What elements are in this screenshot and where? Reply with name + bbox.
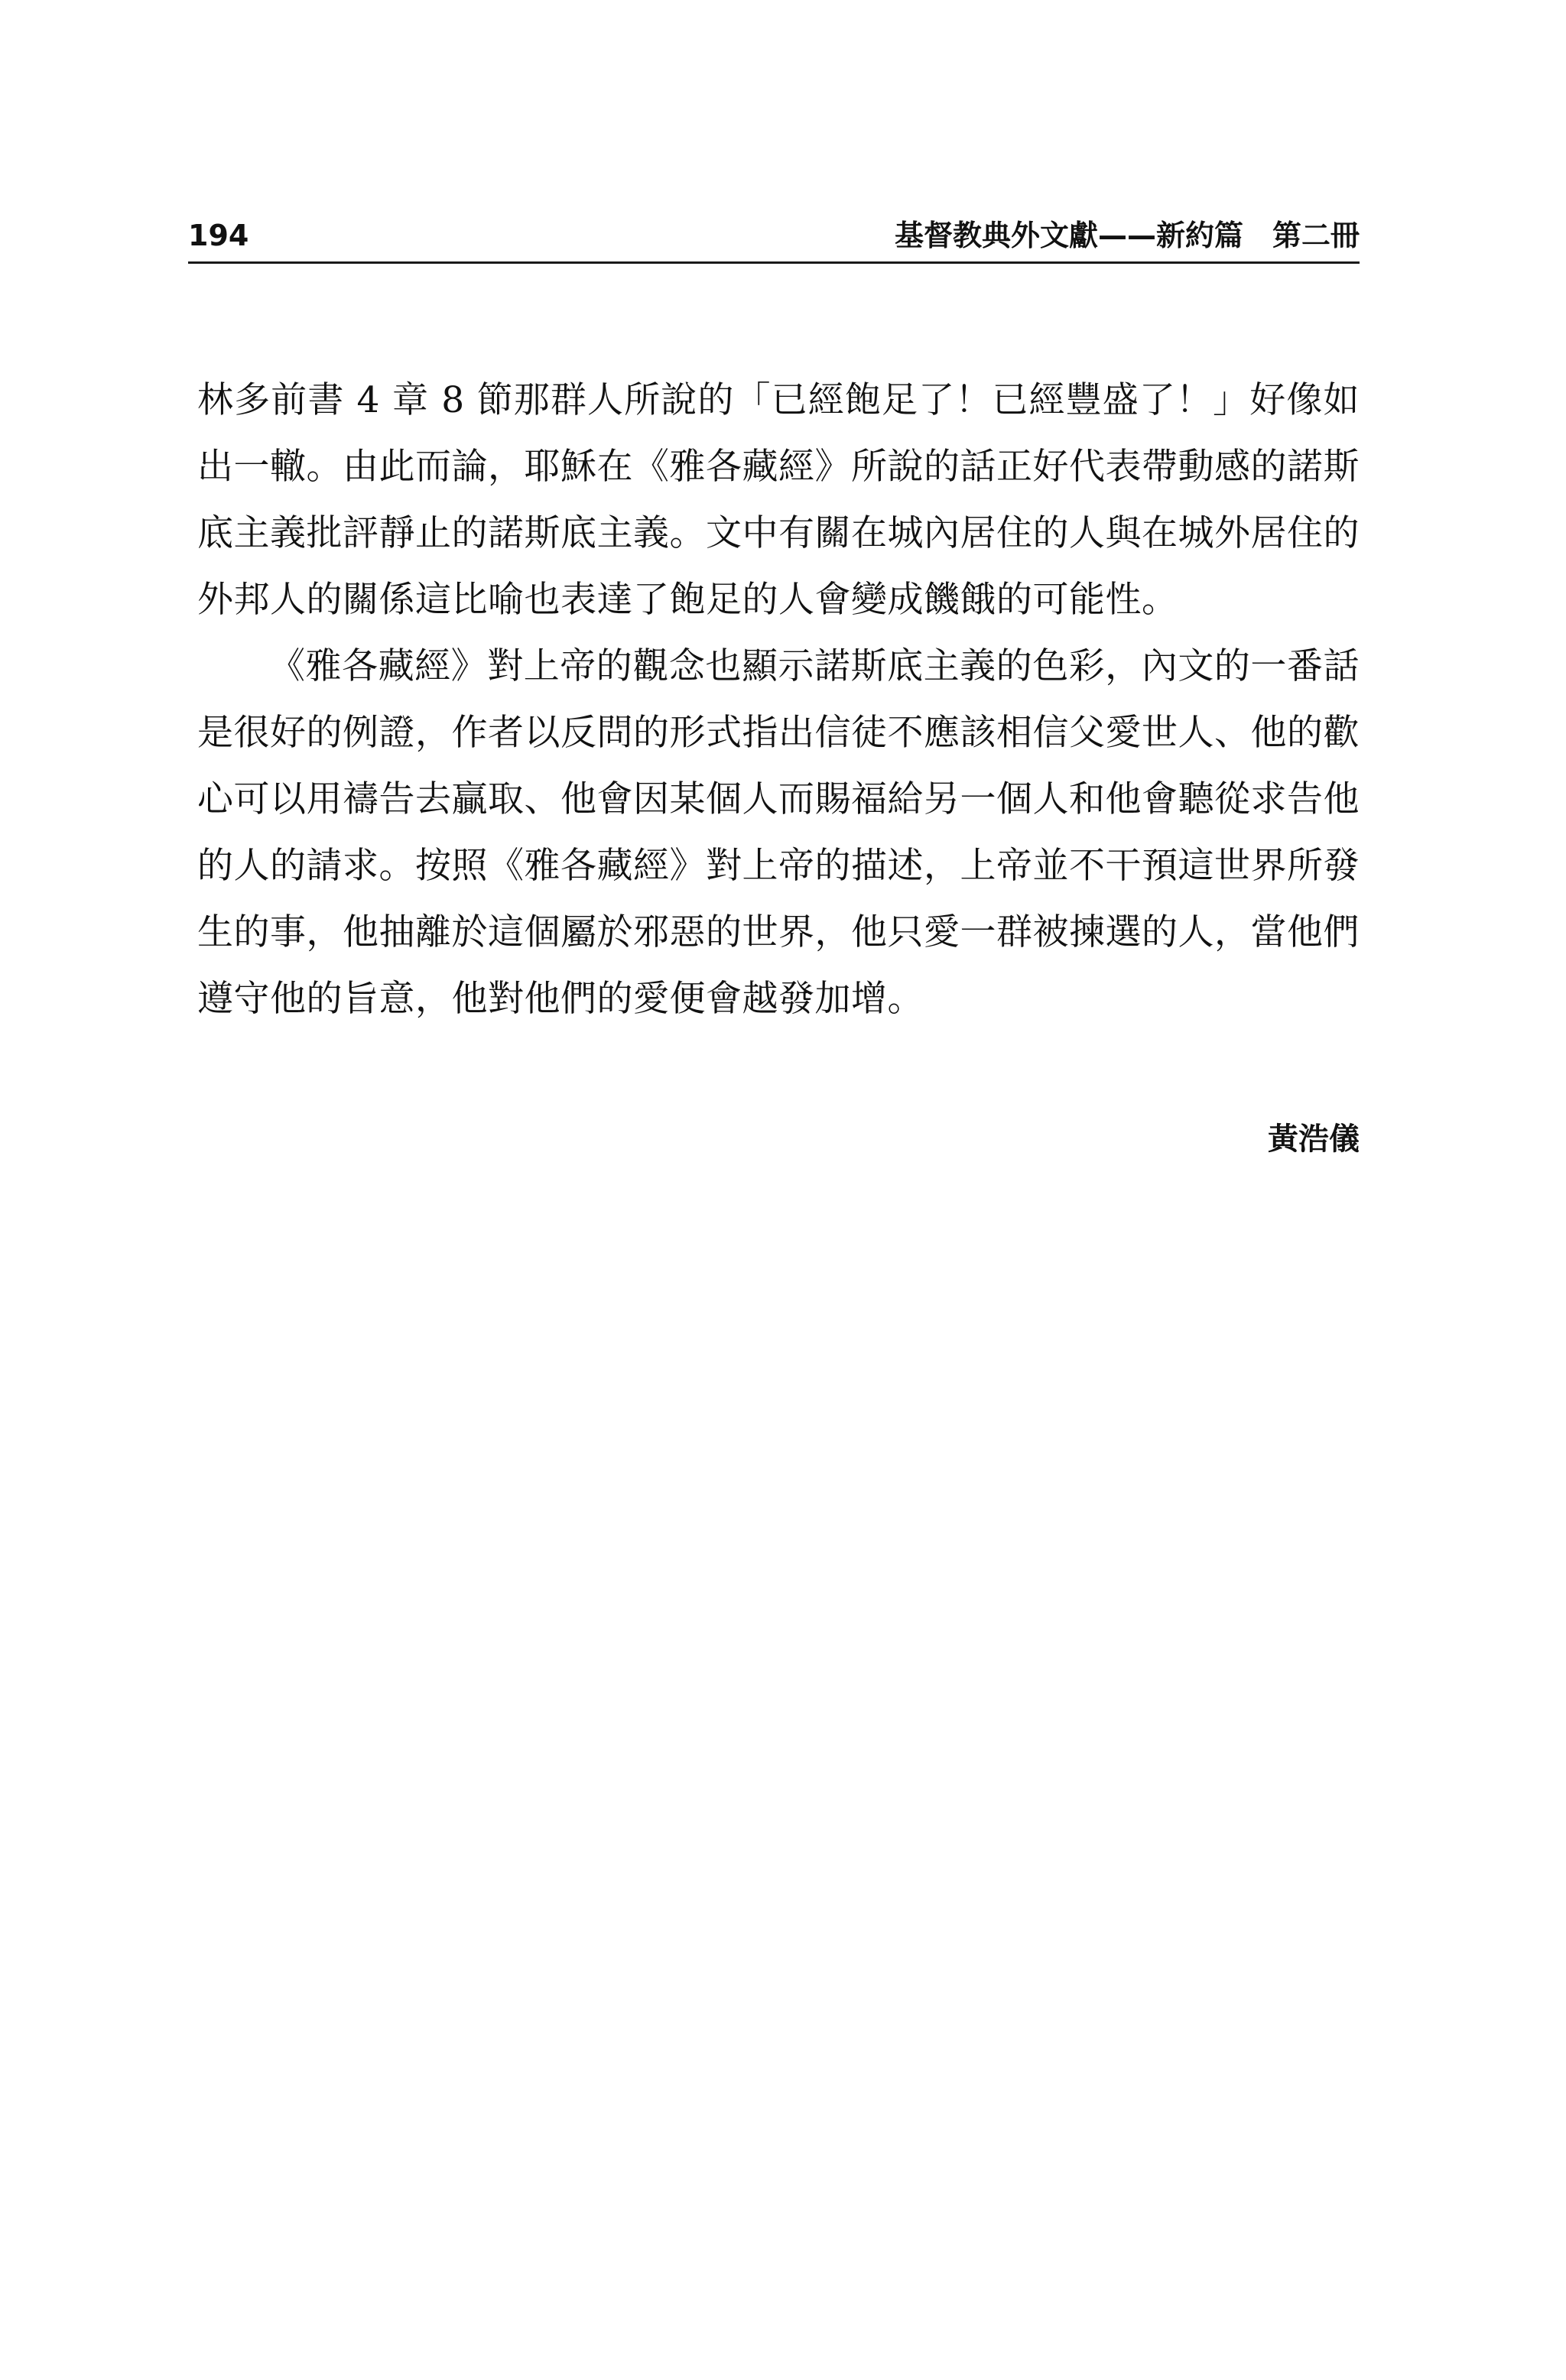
page-header	[188, 205, 1360, 264]
body-text	[197, 367, 1360, 1032]
author-signature: 黃浩儀	[1268, 1122, 1360, 1157]
paragraph-2: 《雅各藏經》對上帝的觀念也顯示諾斯底主義的色彩，內文的一番話是很好的例證，作者以反問的形式指出信徒不應該相信父愛世人、他的歡心可以用禱告去贏取、他會因某個人而賜福給另一個人和他會聽從求告他的人的請求。按照《雅各藏經》對上帝的描述，上帝並不干預這世界所發生的事，他抽離於這個屬於邪惡的世界，他只愛一群被揀選的人，當他們遵守他的旨意，他對他們的愛便會越發加增。	[197, 645, 1360, 1020]
page-number: 194	[188, 219, 249, 252]
running-title: 基督教典外文獻——新約篇 第二冊	[894, 219, 1360, 252]
paragraph-1: 林多前書 4 章 8 節那群人所說的「已經飽足了！已經豐盛了！」好像如出一轍。由此而論，耶穌在《雅各藏經》所說的話正好代表帶動感的諾斯底主義批評靜止的諾斯底主義。文中有關在城內居住的人與在城外居住的外邦人的關係這比喻也表達了飽足的人會變成饑餓的可能性。	[197, 379, 1360, 621]
